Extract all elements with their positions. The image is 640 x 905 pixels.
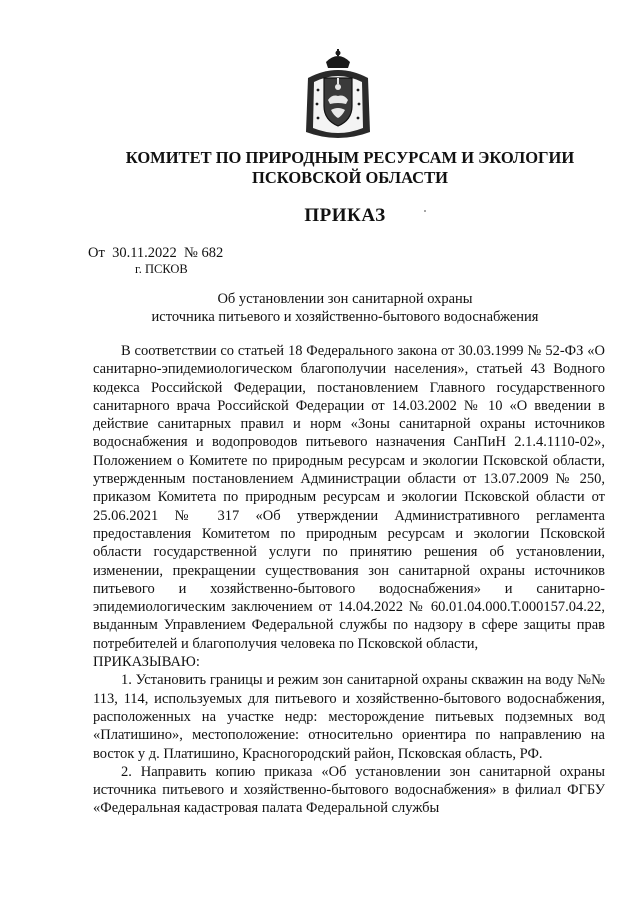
order-item-2: 2. Направить копию приказа «Об установлении зон санитарной охраны источника питьевого и хозяйственно-бытового водоснабжения» в филиал ФГБУ «Федеральная кадастровая палата Федеральной службы <box>93 763 605 817</box>
preamble-paragraph: В соответствии со статьей 18 Федерального закона от 30.03.1999 № 52-ФЗ «О санитарно-эпидемиологическом благополучии населения», статьей 43 Водного кодекса Российской Федерации, постановлением Главного государственного санитарного врача Российской Федерации от 14.03.2002 № 10 «О введении в действие санитарных правил и норм «Зоны санитарной охраны источников водоснабжения и водопроводов питьевого назначения СанПиН 2.1.4.1110-02», Положением о Комитете по природным ресурсам и экологии Псковской области, утвержденным постановлением Администрации области от 13.07.2009 № 250, приказом Комитета по природным ресурсам и экологии Псковской области от 25.06.2021 № 317 «Об утверждении Административного регламента предоставления Комитетом по природным ресурсам и экологии Псковской области государственной услуги по принятию решения об установлении, изменении, прекращении существования зон санитарной охраны источников питьевого и хозяйственно-бытового водоснабжения» и санитарно-эпидемиологическим заключением от 14.04.2022 № 60.01.04.000.Т.000157.04.22, выданным Управлением Федеральной службы по надзору в сфере защиты прав потребителей и благополучия человека по Псковской области, <box>93 343 605 652</box>
order-number: 682 <box>201 245 224 261</box>
order-date: 30.11.2022 <box>112 245 177 261</box>
order-subject <box>90 290 600 326</box>
order-word: ПРИКАЗЫВАЮ: <box>93 654 200 671</box>
date-prefix: От <box>88 245 105 261</box>
number-sign: № <box>184 245 198 261</box>
subject-line-1: Об установлении зон санитарной охраны <box>217 291 473 307</box>
order-item-1: 1. Установить границы и режим зон санитарной охраны скважин на воду №№ 113, 114, используемых для питьевого и хозяйственно-бытового водоснабжения, расположенных на участке недр: месторождение питьевых подземных вод «Платишино», местоположение: относительно ориентира по направлению на восток у д. Платишино, Красногородский район, Псковская область, РФ. <box>93 672 605 762</box>
city-name: г. ПСКОВ <box>135 262 188 276</box>
pskov-coat-of-arms-icon <box>300 48 376 144</box>
org-line-1: КОМИТЕТ ПО ПРИРОДНЫМ РЕСУРСАМ И ЭКОЛОГИИ <box>125 148 575 167</box>
date-number-line <box>88 245 223 262</box>
scan-speck <box>424 210 426 212</box>
order-body <box>93 342 605 818</box>
org-line-2: ПСКОВСКОЙ ОБЛАСТИ <box>252 168 448 187</box>
document-type-title: ПРИКАЗ <box>304 205 386 226</box>
organization-name <box>90 148 610 188</box>
subject-line-2: источника питьевого и хозяйственно-бытового водоснабжения <box>151 309 539 325</box>
